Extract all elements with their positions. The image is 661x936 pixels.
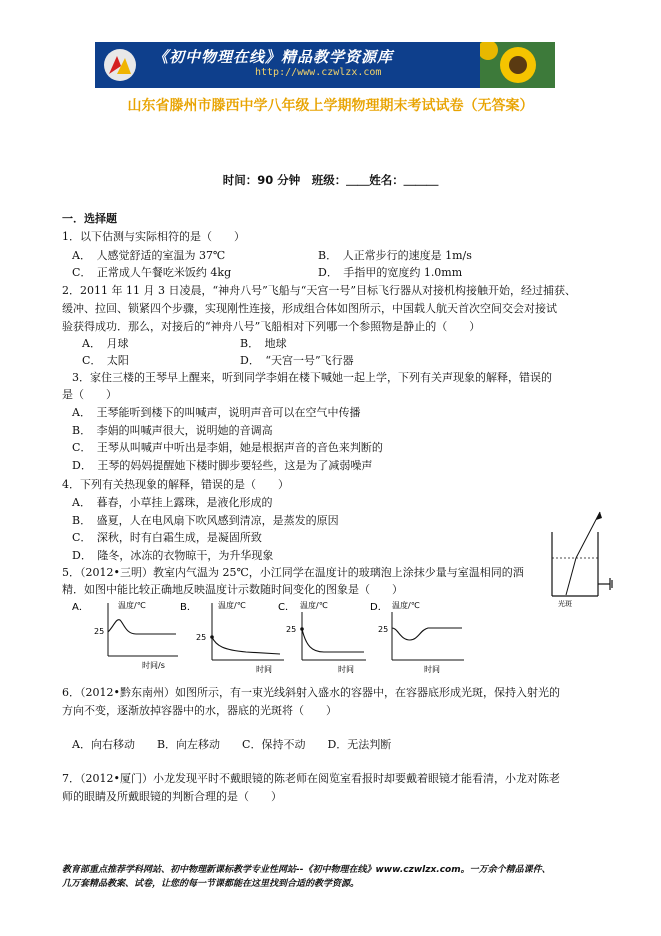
q2-option-b: B． 地球 [240, 337, 287, 350]
graph-a-ylabel: 温度/℃ [118, 601, 146, 610]
q3-option-b: B． 李娟的叫喊声很大，说明她的音调高 [72, 424, 273, 437]
graph-a [72, 600, 178, 670]
q4-option-c: C． 深秋，时有白霜生成，是凝固所致 [72, 531, 262, 544]
graph-c [278, 600, 366, 674]
temperature-graphs [66, 598, 486, 678]
banner-url[interactable]: http://www.czwlzx.com [255, 67, 382, 78]
q7-line2: 师的眼睛及所戴眼镜的判断合理的是（ ） [62, 790, 282, 803]
footer-line2: 几万套精品教案、试卷，让您的每一节课都能在这里找到合适的教学资源。 [62, 879, 360, 889]
graph-a-tick: 25 [94, 627, 105, 636]
q4-option-a: A． 暮春，小草挂上露珠，是液化形成的 [72, 496, 273, 509]
q3-option-a: A． 王琴能听到楼下的叫喊声，说明声音可以在空气中传播 [72, 406, 361, 419]
graph-a-xlabel: 时间/s [142, 661, 165, 670]
q4-option-d: D． 隆冬，冰冻的衣物晾干，为升华现象 [72, 549, 274, 562]
graph-d-tick: 25 [378, 625, 389, 634]
sunflower-icon [480, 42, 555, 88]
q1-option-b: B． 人正常步行的速度是 1m/s [318, 249, 472, 262]
graph-b-ylabel: 温度/℃ [218, 601, 246, 610]
q1-option-d: D． 手指甲的宽度约 1.0mm [318, 266, 463, 279]
q2-option-c: C． 太阳 [82, 354, 129, 367]
figure-label: 光斑 [558, 600, 572, 608]
q3-line1: 3．家住三楼的王琴早上醒来，听到同学李娟在楼下喊她一起上学，下列有关声现象的解释，错误的 [72, 371, 552, 384]
q3-line2: 是（ ） [62, 388, 117, 401]
q4-option-b: B． 盛夏，人在电风扇下吹风感到清凉，是蒸发的原因 [72, 514, 339, 527]
graph-b-tick: 25 [196, 633, 207, 642]
q2-line1: 2．2011 年 11 月 3 日凌晨，“神舟八号”飞船与“天宫一号”目标飞行器从对接机构接触开始，经过捕获、 [62, 284, 576, 297]
banner-title: 《初中物理在线》精品教学资源库 [153, 48, 394, 66]
graph-c-tick: 25 [286, 625, 297, 634]
graph-b [180, 600, 284, 674]
q4-stem: 4．下列有关热现象的解释，错误的是（ ） [62, 478, 289, 491]
beaker-light-figure [542, 510, 622, 610]
graph-c-ylabel: 温度/℃ [300, 601, 328, 610]
q3-option-c: C． 王琴从叫喊声中听出是李娟，她是根据声音的音色来判断的 [72, 441, 383, 454]
header-banner [95, 42, 555, 88]
q6-options: A．向右移动 B．向左移动 C．保持不动 D．无法判断 [72, 738, 392, 751]
q5-line1: 5．（2012•三明）教室内气温为 25℃，小江同学在温度计的玻璃泡上涂抹少量与室温相同的酒 [62, 566, 524, 579]
site-logo-icon [103, 48, 137, 82]
section-heading: 一．选择题 [62, 212, 117, 225]
graph-b-xlabel: 时间 [256, 665, 272, 674]
q1-option-c: C． 正常成人午餐吃米饭约 4kg [72, 266, 232, 279]
q2-line3: 验获得成功．那么，对接后的“神舟八号”飞船相对下列哪一个参照物是静止的（ ） [62, 320, 481, 333]
q2-line2: 缓冲、拉回、锁紧四个步骤，实现刚性连接，形成组合体如图所示，中国载人航天首次空间交会对接试 [62, 302, 557, 315]
q6-line1: 6．（2012•黔东南州）如图所示，有一束光线斜射入盛水的容器中，在容器底形成光斑，保持入射光的 [62, 686, 560, 699]
exam-meta: 时间：90 分钟 班级：＿＿姓名：＿＿＿ [222, 173, 439, 187]
graph-a-letter: A． [72, 602, 89, 613]
q7-line1: 7．（2012•厦门）小龙发现平时不戴眼镜的陈老师在阅览室看报时却要戴着眼镜才能看清，小龙对陈老 [62, 772, 560, 785]
graph-c-letter: C． [278, 602, 295, 613]
q3-option-d: D． 王琴的妈妈提醒她下楼时脚步要轻些，这是为了减弱噪声 [72, 459, 373, 472]
q1-stem: 1．以下估测与实际相符的是（ ） [62, 230, 245, 243]
q6-line2: 方向不变，逐渐放掉容器中的水，器底的光斑将（ ） [62, 704, 337, 717]
graph-d-xlabel: 时间 [424, 665, 440, 674]
graph-d [370, 600, 464, 674]
graph-d-letter: D． [370, 602, 388, 613]
document-title: 山东省滕州市滕西中学八年级上学期物理期末考试试卷（无答案） [127, 98, 534, 114]
footer-line1: 教育部重点推荐学科网站、初中物理新课标教学专业性网站--《初中物理在线》www.czwlzx.com。一万余个精品课件、 [62, 865, 551, 875]
q5-line2: 精．如图中能比较正确地反映温度计示数随时间变化的图象是（ ） [62, 583, 403, 596]
graph-c-xlabel: 时间 [338, 665, 354, 674]
graph-b-letter: B． [180, 602, 197, 613]
q2-option-d: D． “天宫一号”飞行器 [240, 354, 354, 367]
graph-d-ylabel: 温度/℃ [392, 601, 420, 610]
q1-option-a: A． 人感觉舒适的室温为 37℃ [72, 249, 226, 262]
q2-option-a: A． 月球 [82, 337, 129, 350]
